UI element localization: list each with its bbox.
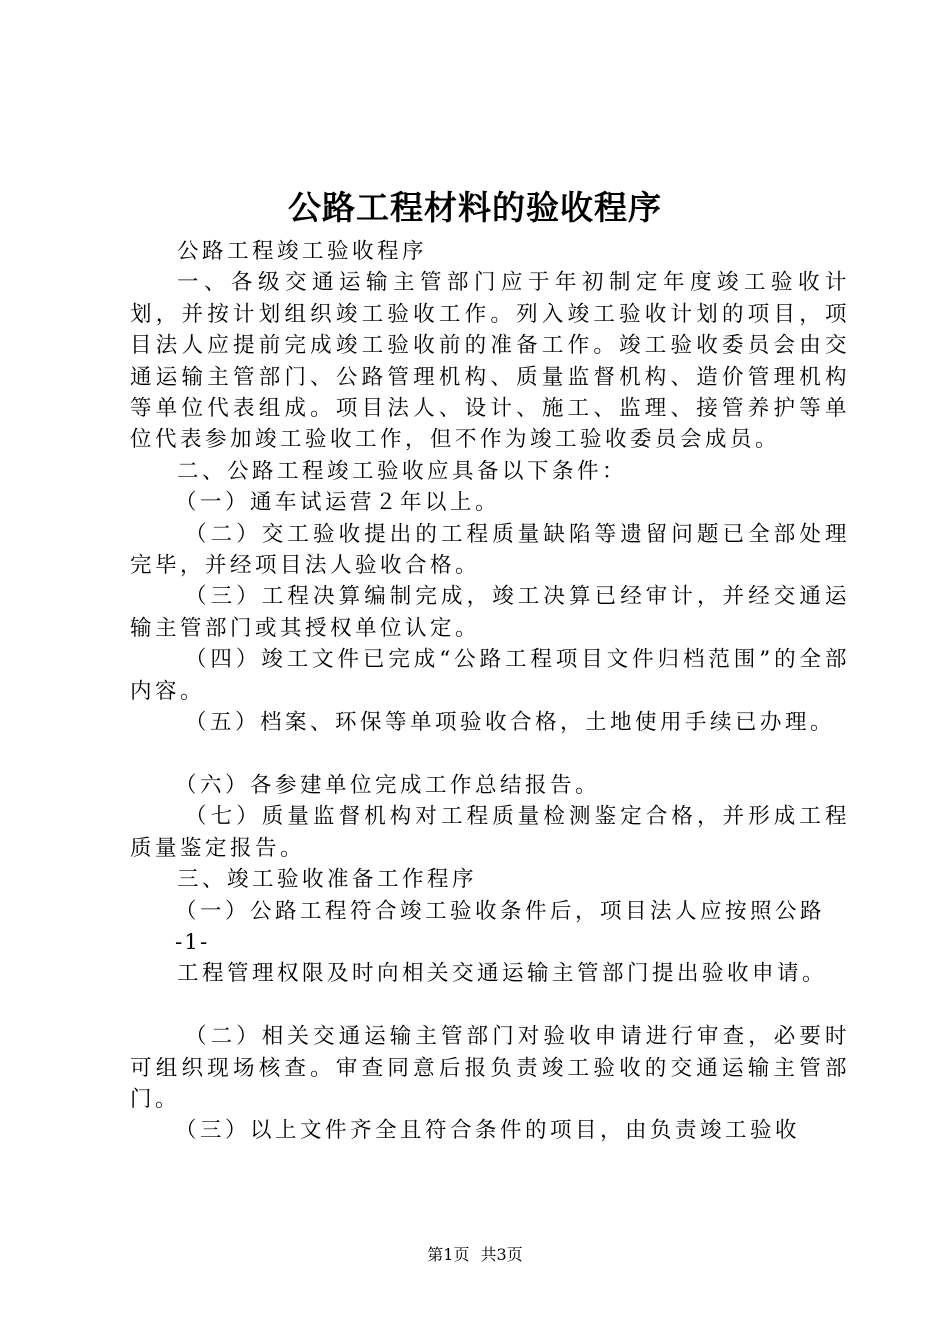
- footer-total-pages: 共3页: [480, 1245, 523, 1264]
- blank-line: [130, 990, 850, 1021]
- footer-current-page: 第1页: [427, 1245, 470, 1264]
- paragraph-step-1: （一）公路工程符合竣工验收条件后，项目法人应按照公路: [175, 898, 826, 924]
- paragraph-item-6: （六）各参建单位完成工作总结报告。: [175, 772, 601, 798]
- paragraph-section-two: 二、公路工程竣工验收应具备以下条件：: [177, 458, 628, 484]
- paragraph-section-one: 一、各级交通运输主管部门应于年初制定年度竣工验收计划，并按计划组织竣工验收工作。列入竣工验收计划的项目，项目法人应提前完成竣工验收前的准备工作。竣工验收委员会由交通运输主管部门、公路管理机构、质量监督机构、造价管理机构等单位代表组成。项目法人、设计、施工、监理、接管养护等单位代表参加竣工验收工作，但不作为竣工验收委员会成员。: [130, 270, 850, 453]
- document-title: 公路工程材料的验收程序: [288, 188, 662, 227]
- document-body: [130, 236, 850, 1147]
- paragraph-item-7: （七）质量监督机构对工程质量检测鉴定合格，并形成工程质量鉴定报告。: [130, 804, 850, 861]
- inline-page-number: -1-: [175, 929, 210, 955]
- paragraph-item-1: （一）通车试运营２年以上。: [175, 490, 501, 516]
- paragraph-heading: 公路工程竣工验收程序: [177, 239, 428, 264]
- paragraph-step-1-continued: 工程管理权限及时向相关交通运输主管部门提出验收申请。: [177, 961, 828, 987]
- paragraph-item-2: （二）交工验收提出的工程质量缺陷等遗留问题已全部处理完毕，并经项目法人验收合格。: [130, 521, 850, 579]
- blank-line: [130, 739, 850, 770]
- paragraph-step-3: （三）以上文件齐全且符合条件的项目，由负责竣工验收: [175, 1118, 801, 1144]
- paragraph-item-4: （四）竣工文件已完成“公路工程项目文件归档范围”的全部内容。: [130, 647, 850, 704]
- paragraph-section-three: 三、竣工验收准备工作程序: [177, 867, 478, 893]
- paragraph-item-3: （三）工程决算编制完成，竣工决算已经审计，并经交通运输主管部门或其授权单位认定。: [130, 584, 850, 641]
- page-footer: [0, 1244, 950, 1266]
- paragraph-step-2: （二）相关交通运输主管部门对验收申请进行审查，必要时可组织现场核查。审查同意后报负责竣工验收的交通运输主管部门。: [130, 1024, 850, 1112]
- paragraph-item-5: （五）档案、环保等单项验收合格，土地使用手续已办理。: [185, 710, 836, 736]
